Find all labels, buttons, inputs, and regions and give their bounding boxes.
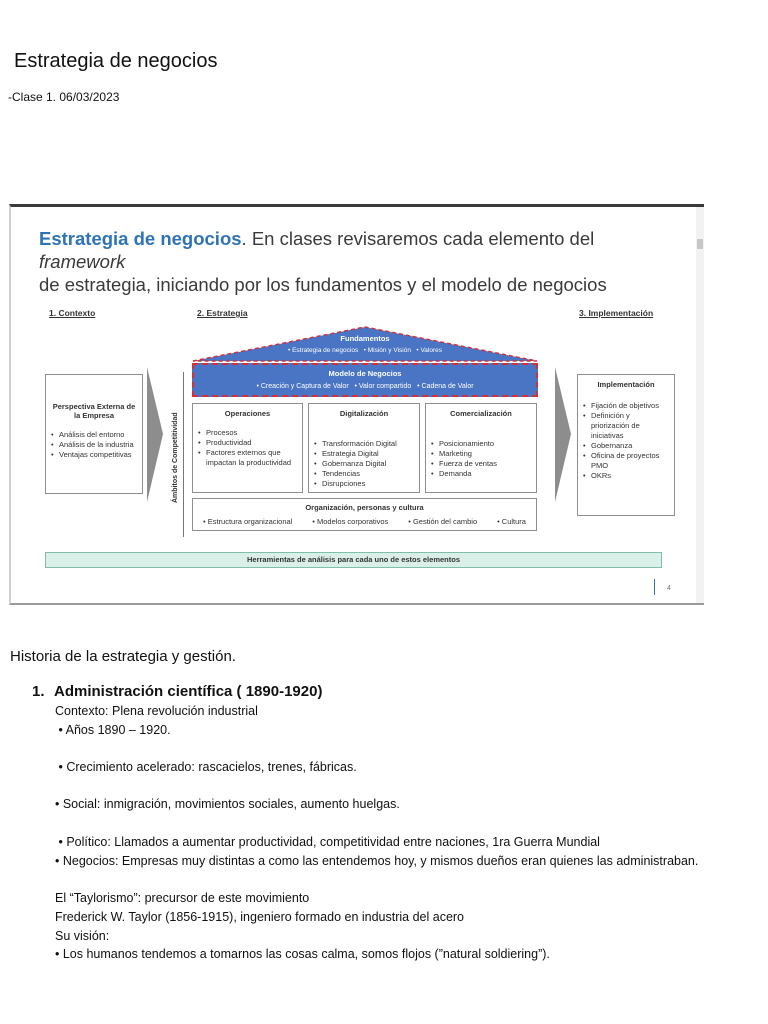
digitalizacion-item: • Transformación Digital xyxy=(313,439,415,449)
modelo-negocios-banner: Modelo de Negocios • Creación y Captura de Valor • Valor compartido • Cadena de Valor xyxy=(192,363,538,397)
implementacion-item: • Gobernanza xyxy=(582,441,670,451)
scrollbar-thumb[interactable] xyxy=(697,239,703,249)
implementacion-item: • Fijación de objetivos xyxy=(582,401,670,411)
comercializacion-item: • Fuerza de ventas xyxy=(430,459,532,469)
digitalizacion-item: • Disrupciones xyxy=(313,479,415,489)
fundamentos-item: Misión y Visión xyxy=(367,347,411,354)
history-item-heading xyxy=(32,683,322,700)
framework-slide xyxy=(9,204,704,605)
organizacion-box xyxy=(192,498,537,531)
slide-page-number: 4 xyxy=(667,585,671,592)
divider-line xyxy=(183,372,184,537)
slide-scrollbar[interactable] xyxy=(696,207,704,603)
slide-title xyxy=(39,227,679,296)
modelo-item: Creación y Captura de Valor xyxy=(260,383,349,390)
implementacion-item: • OKRs xyxy=(582,471,670,481)
history-line: El “Taylorismo”: precursor de este movimiento xyxy=(55,891,310,905)
digitalizacion-title: Digitalización xyxy=(339,409,389,418)
organizacion-item: • Modelos corporativos xyxy=(312,517,389,526)
fundamentos-roof xyxy=(191,325,539,363)
history-item-number: 1. xyxy=(32,683,45,700)
arrow-right-icon xyxy=(147,367,165,502)
fundamentos-item: Estrategia de negocios xyxy=(292,347,359,354)
perspectiva-item: • Análisis del entorno xyxy=(50,430,138,440)
comercializacion-item: • Marketing xyxy=(430,449,532,459)
column-heading-implementacion: 3. Implementación xyxy=(579,308,654,318)
fundamentos-items: • Estrategia de negocios • Misión y Visión • Valores xyxy=(287,347,443,354)
history-heading: Historia de la estrategia y gestión. xyxy=(10,648,236,665)
comercializacion-title: Comercialización xyxy=(450,409,512,418)
slide-title-emphasis: framework xyxy=(39,251,126,272)
slide-title-part2: de estrategia, iniciando por los fundamentos y el modelo de negocios xyxy=(39,274,607,295)
slide-title-accent: Estrategia de negocios xyxy=(39,228,242,249)
history-line: Su visión: xyxy=(55,929,110,943)
fundamentos-item: Valores xyxy=(420,347,443,354)
digitalizacion-item: • Estrategia Digital xyxy=(313,449,415,459)
operaciones-title: Operaciones xyxy=(224,409,271,418)
perspectiva-title: Perspectiva Externa de la Empresa xyxy=(52,402,136,420)
comercializacion-box xyxy=(425,403,537,493)
operaciones-box xyxy=(192,403,303,493)
history-item-title: Administración científica ( 1890-1920) xyxy=(54,683,323,700)
slide-title-part1: . En clases revisaremos cada elemento del xyxy=(241,228,595,249)
organizacion-item: • Estructura organizacional xyxy=(203,517,293,526)
organizacion-item: • Gestión del cambio xyxy=(408,517,478,526)
history-line: Frederick W. Taylor (1856-1915), ingeniero formado en industria del acero xyxy=(55,910,465,924)
document-subtitle: -Clase 1. 06/03/2023 xyxy=(8,90,120,104)
column-heading-estrategia: 2. Estrategia xyxy=(197,308,248,318)
modelo-item: Valor compartido xyxy=(358,383,412,390)
history-line: • Político: Llamados a aumentar productividad, competitividad entre naciones, 1ra Guerra Mundial xyxy=(55,835,600,849)
implementacion-item: • Oficina de proyectos PMO xyxy=(582,451,670,471)
ambitos-label: Ámbitos de Competitividad xyxy=(172,412,179,503)
digitalizacion-box xyxy=(308,403,420,493)
document-title: Estrategia de negocios xyxy=(14,50,218,72)
implementacion-item: • Definición y priorización de iniciativas xyxy=(582,411,670,441)
modelo-title: Modelo de Negocios xyxy=(328,369,402,378)
modelo-item: Cadena de Valor xyxy=(421,383,474,390)
perspectiva-item: • Análisis de la industria xyxy=(50,440,138,450)
perspectiva-item: • Ventajas competitivas xyxy=(50,450,138,460)
organizacion-item: • Cultura xyxy=(497,517,526,526)
comercializacion-item: • Demanda xyxy=(430,469,532,479)
fundamentos-title: Fundamentos xyxy=(340,334,390,343)
digitalizacion-item: • Gobernanza Digital xyxy=(313,459,415,469)
history-line: • Años 1890 – 1920. xyxy=(55,723,171,737)
history-line: • Los humanos tendemos a tomarnos las cosas calma, somos flojos (”natural soldiering”). xyxy=(55,947,550,961)
operaciones-item: • Productividad xyxy=(197,438,298,448)
herramientas-bar: Herramientas de análisis para cada uno de estos elementos xyxy=(45,552,662,568)
comercializacion-item: • Posicionamiento xyxy=(430,439,532,449)
column-heading-contexto: 1. Contexto xyxy=(49,308,96,318)
implementacion-title: Implementación xyxy=(597,380,655,389)
history-line: • Negocios: Empresas muy distintas a como las entendemos hoy, y mismos dueños eran quienes las administraban. xyxy=(55,854,699,868)
digitalizacion-item: • Tendencias xyxy=(313,469,415,479)
perspectiva-box xyxy=(45,374,143,494)
history-line: Contexto: Plena revolución industrial xyxy=(55,704,258,718)
implementacion-box xyxy=(577,374,675,516)
organizacion-title: Organización, personas y cultura xyxy=(305,503,424,512)
page-divider xyxy=(654,579,655,595)
arrow-right-icon xyxy=(555,367,573,502)
operaciones-item: • Procesos xyxy=(197,428,298,438)
operaciones-item: • Factores externos que impactan la productividad xyxy=(197,448,298,468)
history-line: • Crecimiento acelerado: rascacielos, trenes, fábricas. xyxy=(55,760,357,774)
history-line: • Social: inmigración, movimientos sociales, aumento huelgas. xyxy=(55,797,400,811)
